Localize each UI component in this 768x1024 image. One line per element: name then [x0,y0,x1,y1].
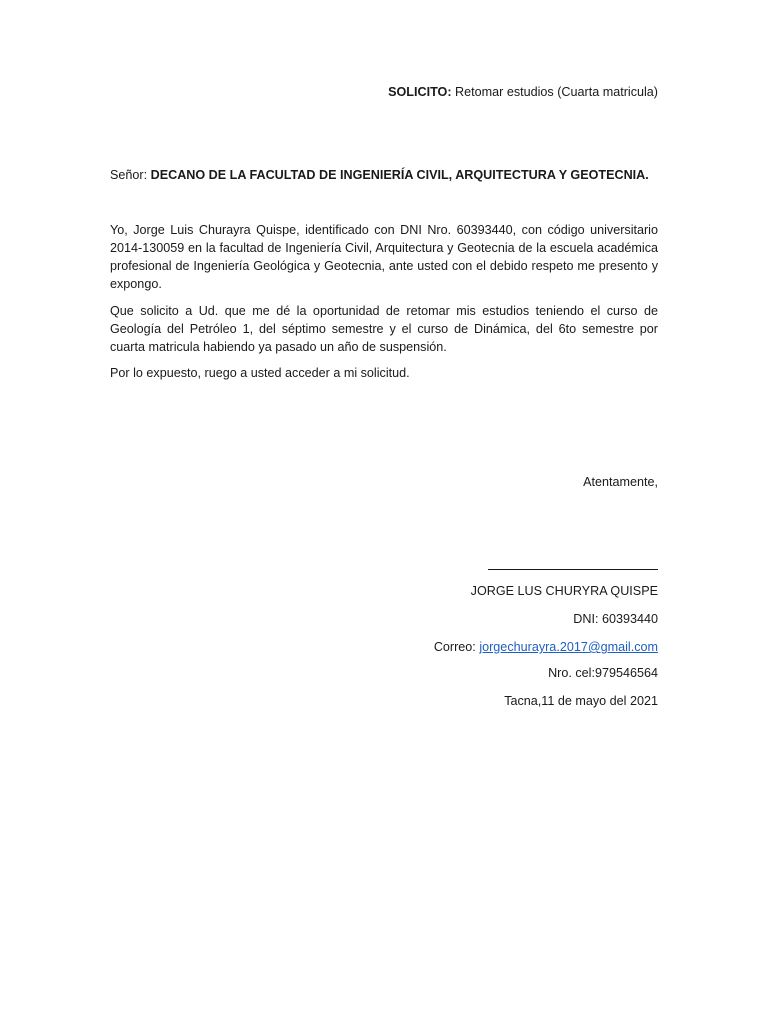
subject-label: SOLICITO: [388,85,452,99]
signer-dni: DNI: 60393440 [573,612,658,626]
addressee-line [110,168,658,182]
subject-line [110,85,658,99]
document-date: Tacna,11 de mayo del 2021 [504,694,658,708]
signer-email-line [110,640,658,654]
body-paragraph-request: Que solicito a Ud. que me dé la oportunidad de retomar mis estudios teniendo el curso de Geología del Petróleo 1, del séptimo semestre y el curso de Dinámica, del 6to semestre por cuarta matricula habiendo ya pasado un año de suspensión. [110,304,658,354]
addressee-text: DECANO DE LA FACULTAD DE INGENIERÍA CIVIL, ARQUITECTURA Y GEOTECNIA. [150,168,649,182]
email-link[interactable]: jorgechurayra.2017@gmail.com [479,640,658,654]
signer-name: JORGE LUS CHURYRA QUISPE [470,584,658,598]
signature-line [488,569,658,570]
closing-salutation: Atentamente, [583,475,658,489]
subject-text: Retomar estudios (Cuarta matricula) [451,85,658,99]
body-paragraph-intro: Yo, Jorge Luis Churayra Quispe, identificado con DNI Nro. 60393440, con código universitario 2014-130059 en la facultad de Ingeniería Civil, Arquitectura y Geotecnia de la escuela académica profesional de Ingeniería Geológica y Geotecnia, ante usted con el debido respeto me presento y expongo. [110,223,658,291]
email-label: Correo: [433,640,480,654]
addressee-label: Señor: [110,168,151,182]
body-paragraph-closing-request: Por lo expuesto, ruego a usted acceder a mi solicitud. [110,366,410,380]
signer-phone: Nro. cel:979546564 [548,666,658,680]
